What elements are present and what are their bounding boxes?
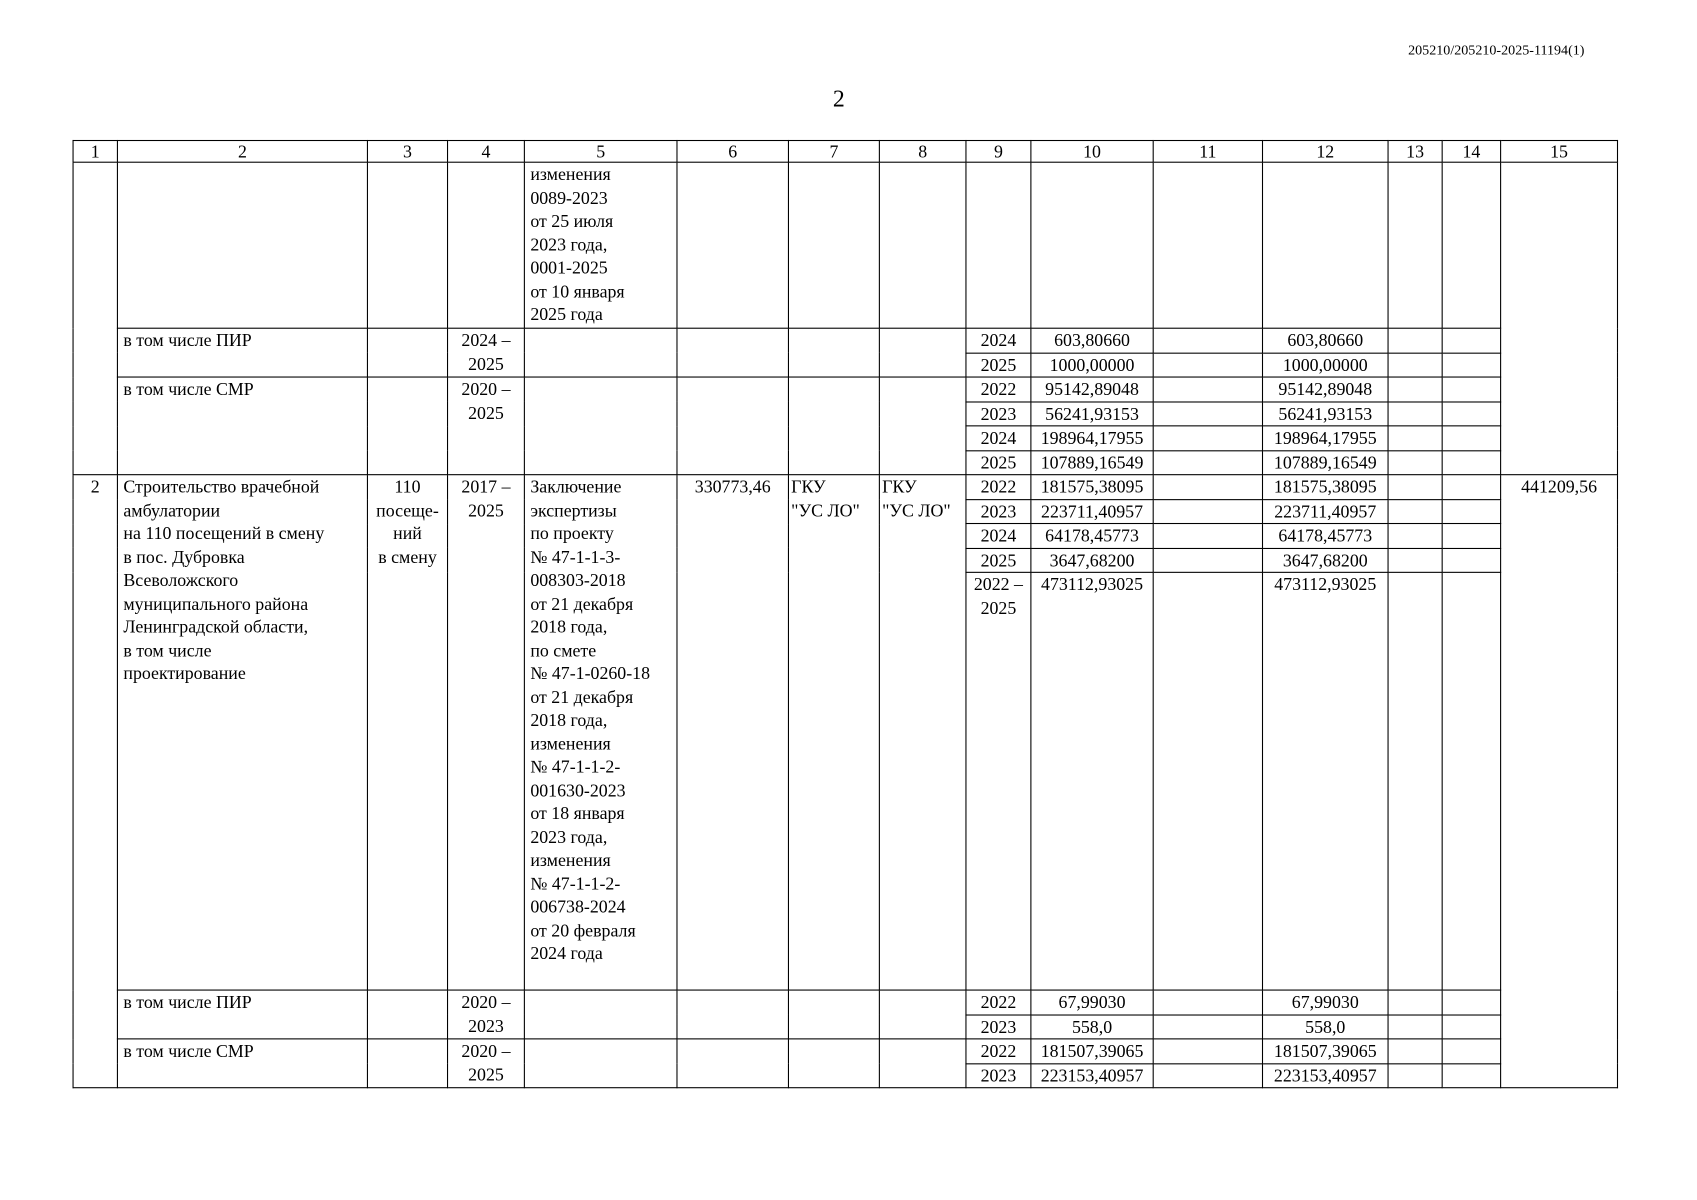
empty-cell bbox=[1153, 572, 1262, 990]
object-2-num: 2 bbox=[73, 475, 117, 1088]
object-1-col15-cell bbox=[1501, 162, 1618, 474]
empty-cell bbox=[677, 328, 788, 377]
amount-cell: 95142,89048 bbox=[1263, 377, 1389, 401]
year-cell: 2024 bbox=[966, 328, 1031, 352]
empty-cell bbox=[1442, 162, 1500, 328]
empty-cell bbox=[1153, 162, 1262, 328]
amount-cell: 56241,93153 bbox=[1031, 401, 1153, 425]
year-cell: 2022 bbox=[966, 377, 1031, 401]
amount-cell: 181507,39065 bbox=[1031, 1039, 1153, 1063]
empty-cell bbox=[1153, 990, 1262, 1014]
empty-cell bbox=[788, 328, 879, 377]
empty-cell bbox=[524, 328, 677, 377]
year-cell: 2023 bbox=[966, 1014, 1031, 1038]
empty-cell bbox=[1153, 1039, 1262, 1063]
empty-cell bbox=[1388, 426, 1442, 450]
amount-cell: 603,80660 bbox=[1031, 328, 1153, 352]
empty-cell bbox=[1388, 475, 1442, 499]
header-cell: 7 bbox=[788, 141, 879, 163]
object-1-smr-label: в том числе СМР bbox=[117, 377, 367, 475]
empty-cell bbox=[788, 1039, 879, 1088]
empty-cell bbox=[524, 990, 677, 1039]
amount-cell: 223711,40957 bbox=[1031, 499, 1153, 523]
empty-cell bbox=[367, 328, 447, 377]
empty-cell bbox=[524, 377, 677, 475]
amount-cell: 67,99030 bbox=[1263, 990, 1389, 1014]
amount-cell: 67,99030 bbox=[1031, 990, 1153, 1014]
header-cell: 12 bbox=[1263, 141, 1389, 163]
empty-cell bbox=[1388, 572, 1442, 990]
amount-cell: 558,0 bbox=[1263, 1014, 1389, 1038]
empty-cell bbox=[677, 990, 788, 1039]
empty-cell bbox=[367, 990, 447, 1039]
header-cell: 13 bbox=[1388, 141, 1442, 163]
year-cell: 2023 bbox=[966, 499, 1031, 523]
empty-cell bbox=[1442, 1063, 1500, 1087]
empty-cell bbox=[1153, 377, 1262, 401]
header-cell: 15 bbox=[1501, 141, 1618, 163]
empty-cell bbox=[1442, 401, 1500, 425]
year-cell: 2024 bbox=[966, 524, 1031, 548]
amount-cell: 107889,16549 bbox=[1263, 450, 1389, 474]
empty-cell bbox=[1388, 377, 1442, 401]
empty-cell bbox=[1442, 990, 1500, 1014]
empty-cell bbox=[879, 328, 966, 377]
empty-cell bbox=[1442, 377, 1500, 401]
empty-cell bbox=[1442, 353, 1500, 377]
year-cell: 2025 bbox=[966, 548, 1031, 572]
object-2-smr-label: в том числе СМР bbox=[117, 1039, 367, 1088]
document-code: 205210/205210-2025-11194(1) bbox=[1408, 41, 1585, 58]
amount-cell: 107889,16549 bbox=[1031, 450, 1153, 474]
object-2-period: 2017 – 2025 bbox=[448, 475, 525, 990]
empty-cell bbox=[1442, 450, 1500, 474]
empty-cell bbox=[1153, 426, 1262, 450]
empty-cell bbox=[788, 377, 879, 475]
year-cell: 2022 bbox=[966, 475, 1031, 499]
amount-cell: 181575,38095 bbox=[1263, 475, 1389, 499]
amount-cell: 558,0 bbox=[1031, 1014, 1153, 1038]
amount-cell: 223153,40957 bbox=[1031, 1063, 1153, 1087]
object-1-num-cell bbox=[73, 162, 117, 474]
empty-cell bbox=[677, 162, 788, 328]
empty-cell bbox=[788, 162, 879, 328]
empty-cell bbox=[1031, 162, 1153, 328]
header-cell: 8 bbox=[879, 141, 966, 163]
empty-cell bbox=[1388, 990, 1442, 1014]
table-wrapper bbox=[73, 140, 1617, 1088]
empty-cell bbox=[117, 162, 367, 328]
amount-cell: 181507,39065 bbox=[1263, 1039, 1389, 1063]
header-cell: 6 bbox=[677, 141, 788, 163]
empty-cell bbox=[1388, 353, 1442, 377]
header-row bbox=[73, 141, 1617, 163]
empty-cell bbox=[677, 1039, 788, 1088]
amount-cell: 64178,45773 bbox=[1031, 524, 1153, 548]
amount-cell: 198964,17955 bbox=[1263, 426, 1389, 450]
object-2-pir-label: в том числе ПИР bbox=[117, 990, 367, 1039]
empty-cell bbox=[367, 377, 447, 475]
year-cell: 2024 bbox=[966, 426, 1031, 450]
amount-cell: 3647,68200 bbox=[1263, 548, 1389, 572]
empty-cell bbox=[879, 990, 966, 1039]
object-1-basis-continued: изменения 0089-2023 от 25 июля 2023 года, 0001-2025 от 10 января 2025 года bbox=[524, 162, 677, 328]
header-cell: 9 bbox=[966, 141, 1031, 163]
amount-cell: 198964,17955 bbox=[1031, 426, 1153, 450]
empty-cell bbox=[1442, 548, 1500, 572]
amount-cell: 603,80660 bbox=[1263, 328, 1389, 352]
object-1-pir-period: 2024 – 2025 bbox=[448, 328, 525, 377]
table-row bbox=[73, 475, 1617, 499]
empty-cell bbox=[1388, 1014, 1442, 1038]
amount-cell: 1000,00000 bbox=[1031, 353, 1153, 377]
empty-cell bbox=[1442, 499, 1500, 523]
empty-cell bbox=[1442, 328, 1500, 352]
empty-cell bbox=[448, 162, 525, 328]
amount-cell: 64178,45773 bbox=[1263, 524, 1389, 548]
empty-cell bbox=[879, 162, 966, 328]
object-1-pir-label: в том числе ПИР bbox=[117, 328, 367, 377]
empty-cell bbox=[1388, 401, 1442, 425]
object-2-name: Строительство врачебной амбулатории на 110 посещений в смену в пос. Дубровка Всеволожского муниципального района Ленинградской области, в том числе проектирование bbox=[117, 475, 367, 990]
empty-cell bbox=[1442, 524, 1500, 548]
empty-cell bbox=[1153, 499, 1262, 523]
year-cell: 2022 bbox=[966, 1039, 1031, 1063]
empty-cell bbox=[1388, 499, 1442, 523]
empty-cell bbox=[1388, 524, 1442, 548]
empty-cell bbox=[1153, 353, 1262, 377]
year-cell: 2023 bbox=[966, 1063, 1031, 1087]
object-2-pir-period: 2020 – 2023 bbox=[448, 990, 525, 1039]
empty-cell bbox=[1263, 162, 1389, 328]
object-2-developer: ГКУ "УС ЛО" bbox=[879, 475, 966, 990]
object-1-smr-period: 2020 – 2025 bbox=[448, 377, 525, 475]
empty-cell bbox=[788, 990, 879, 1039]
header-cell: 14 bbox=[1442, 141, 1500, 163]
table-row bbox=[73, 162, 1617, 328]
object-2-col15: 441209,56 bbox=[1501, 475, 1618, 1088]
empty-cell bbox=[1153, 548, 1262, 572]
object-2-estimated-cost: 330773,46 bbox=[677, 475, 788, 990]
amount-cell: 1000,00000 bbox=[1263, 353, 1389, 377]
page-number: 2 bbox=[832, 84, 845, 112]
empty-cell bbox=[1388, 450, 1442, 474]
amount-cell: 3647,68200 bbox=[1031, 548, 1153, 572]
object-2-smr-period: 2020 – 2025 bbox=[448, 1039, 525, 1088]
empty-cell bbox=[1153, 1014, 1262, 1038]
object-2-capacity: 110 посеще- ний в смену bbox=[367, 475, 447, 990]
year-cell: 2025 bbox=[966, 450, 1031, 474]
empty-cell bbox=[1388, 1039, 1442, 1063]
amount-cell: 223153,40957 bbox=[1263, 1063, 1389, 1087]
table-row bbox=[73, 328, 1617, 352]
year-cell: 2023 bbox=[966, 401, 1031, 425]
header-cell: 5 bbox=[524, 141, 677, 163]
header-cell: 2 bbox=[117, 141, 367, 163]
empty-cell bbox=[1442, 1039, 1500, 1063]
empty-cell bbox=[1153, 1063, 1262, 1087]
header-cell: 11 bbox=[1153, 141, 1262, 163]
header-cell: 10 bbox=[1031, 141, 1153, 163]
year-cell: 2022 bbox=[966, 990, 1031, 1014]
empty-cell bbox=[1388, 548, 1442, 572]
empty-cell bbox=[1442, 426, 1500, 450]
empty-cell bbox=[879, 1039, 966, 1088]
empty-cell bbox=[1153, 401, 1262, 425]
object-2-basis: Заключение экспертизы по проекту № 47-1-1-3- 008303-2018 от 21 декабря 2018 года, по смете № 47-1-0260-18 от 21 декабря 2018 года, изменения № 47-1-1-2- 001630-2023 от 18 января 2023 года, изменения № 47-1-1-2- 006738-2024 от 20 февраля 2024 года bbox=[524, 475, 677, 990]
amount-total-cell: 473112,93025 bbox=[1031, 572, 1153, 990]
amount-cell: 56241,93153 bbox=[1263, 401, 1389, 425]
empty-cell bbox=[1153, 328, 1262, 352]
table-row bbox=[73, 1039, 1617, 1063]
investment-table bbox=[73, 140, 1619, 1088]
header-cell: 3 bbox=[367, 141, 447, 163]
year-cell: 2025 bbox=[966, 353, 1031, 377]
empty-cell bbox=[966, 162, 1031, 328]
empty-cell bbox=[524, 1039, 677, 1088]
empty-cell bbox=[1153, 450, 1262, 474]
header-cell: 4 bbox=[448, 141, 525, 163]
empty-cell bbox=[367, 162, 447, 328]
empty-cell bbox=[1388, 328, 1442, 352]
empty-cell bbox=[1153, 524, 1262, 548]
object-2-customer: ГКУ "УС ЛО" bbox=[788, 475, 879, 990]
year-range-cell: 2022 – 2025 bbox=[966, 572, 1031, 990]
amount-total-cell: 473112,93025 bbox=[1263, 572, 1389, 990]
empty-cell bbox=[1442, 1014, 1500, 1038]
amount-cell: 223711,40957 bbox=[1263, 499, 1389, 523]
empty-cell bbox=[677, 377, 788, 475]
empty-cell bbox=[1153, 475, 1262, 499]
empty-cell bbox=[1442, 475, 1500, 499]
amount-cell: 95142,89048 bbox=[1031, 377, 1153, 401]
amount-cell: 181575,38095 bbox=[1031, 475, 1153, 499]
table-row bbox=[73, 990, 1617, 1014]
empty-cell bbox=[879, 377, 966, 475]
empty-cell bbox=[1388, 1063, 1442, 1087]
empty-cell bbox=[367, 1039, 447, 1088]
empty-cell bbox=[1388, 162, 1442, 328]
empty-cell bbox=[1442, 572, 1500, 990]
header-cell: 1 bbox=[73, 141, 117, 163]
table-row bbox=[73, 377, 1617, 401]
